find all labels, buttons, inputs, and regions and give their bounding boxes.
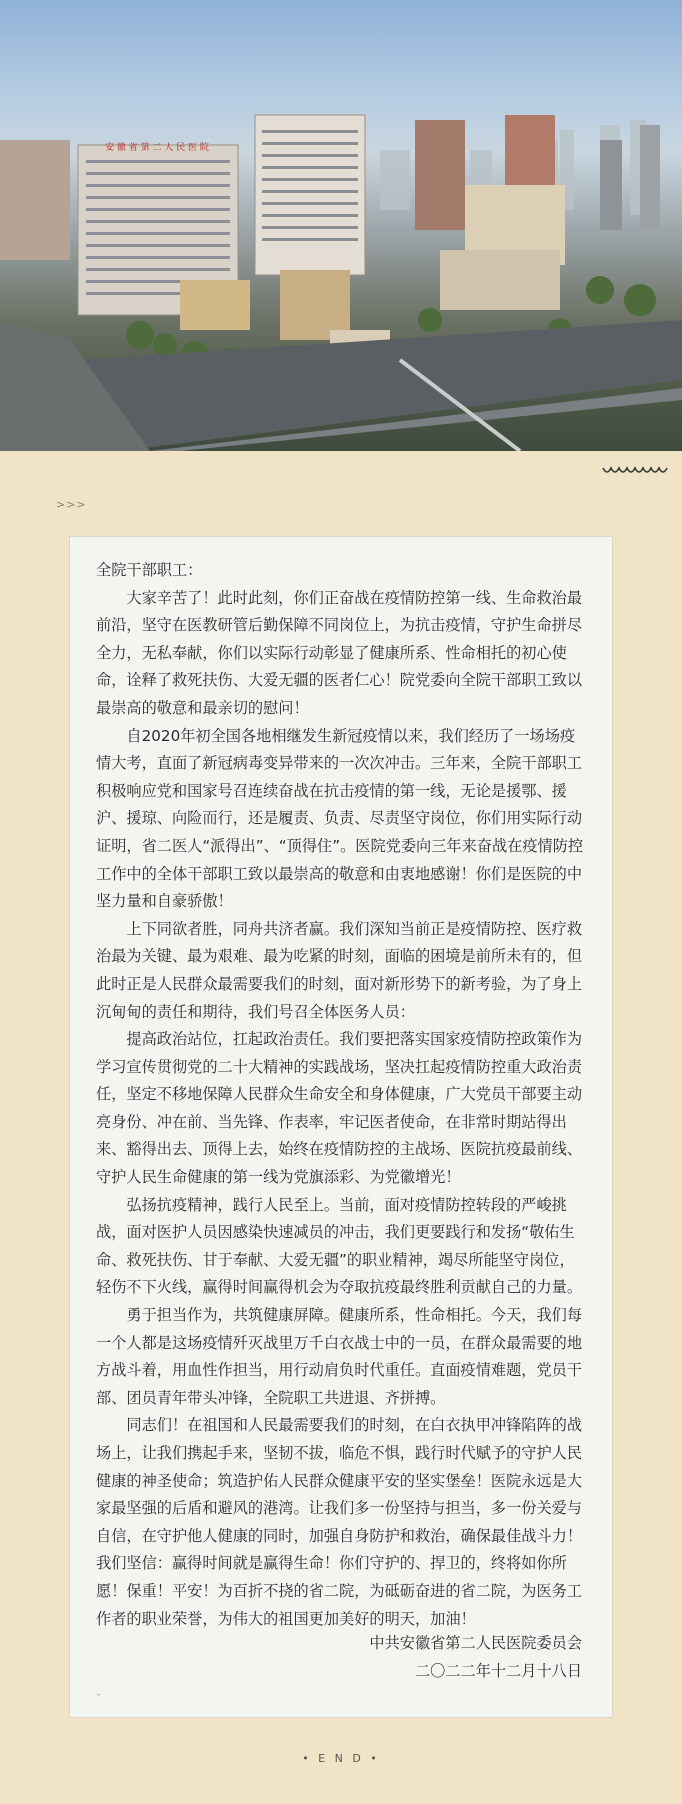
paragraph: 大家辛苦了！此时此刻，你们正奋战在疫情防控第一线、生命救治最前沿，坚守在医教研管后勤保障不同岗位上，为抗击疫情，守护生命拼尽全力，无私奉献，你们以实际行动彰显了健康所系、性命相托的初心使命，诠释了救死扶伤、大爱无疆的医者仁心！院党委向全院干部职工致以最崇高的敬意和最亲切的慰问！ <box>96 588 583 717</box>
signature: 中共安徽省第二人民医院委员会 <box>369 1634 582 1652</box>
paragraph: 自2020年初全国各地相继发生新冠疫情以来，我们经历了一场场疫情大考，直面了新冠病毒变异带来的一次次冲击。三年来，全院干部职工积极响应党和国家号召连续奋战在抗击疫情的第一线，无论是援鄂、援沪、援琼、向险而行，还是履责、负责、尽责坚守岗位，你们用实际行动证明，省二医人“派得出”、“顶得住”。医院党委向三年来奋战在疫情防控工作中的全体干部职工致以最崇高的敬意和由衷地感谢！你们是医院的中坚力量和自豪骄傲！ <box>96 726 584 911</box>
paragraph: 勇于担当作为，共筑健康屏障。健康所系，性命相托。今天，我们每一个人都是这场疫情歼灭战里万千白衣战士中的一员，在群众最需要的地方战斗着，用血性作担当，用行动肩负时代重任。直面疫情难题，党员干部、团员青年带头冲锋，全院职工共进退、齐拼搏。 <box>96 1306 583 1407</box>
hospital-aerial-photo <box>0 0 682 451</box>
letter-body <box>96 557 584 1633</box>
end-marker: • E N D • <box>302 1752 380 1765</box>
wave-divider-icon <box>602 466 672 476</box>
dash-mark: - <box>97 1690 101 1700</box>
signature-block <box>369 1629 582 1685</box>
hospital-aerial-illustration <box>0 0 682 451</box>
paragraph: 弘扬抗疫精神，践行人民至上。当前，面对疫情防控转段的严峻挑战，面对医护人员因感染快速减员的冲击，我们更要践行和发扬“敬佑生命、救死扶伤、甘于奉献、大爱无疆”的职业精神，竭尽所能坚守岗位，轻伤不下火线，赢得时间赢得机会为夺取抗疫最终胜利贡献自己的力量。 <box>96 1195 582 1297</box>
paragraph: 提高政治站位，扛起政治责任。我们要把落实国家疫情防控政策作为学习宣传贯彻党的二十大精神的实践战场，坚决扛起疫情防控重大政治责任，坚定不移地保障人民群众生命安全和身体健康，广大党员干部要主动亮身份、冲在前、当先锋、作表率，牢记医者使命，在非常时期站得出来、豁得出去、顶得上去，始终在疫情防控的主战场、医院抗疫最前线、守护人民生命健康的第一线为党旗添彩、为党徽增光！ <box>96 1030 583 1187</box>
letter-date: 二〇二二年十二月十八日 <box>414 1662 582 1680</box>
salutation: 全院干部职工： <box>96 561 203 579</box>
svg-text:安 徽 省 第 二 人 民 医 院: 安 徽 省 第 二 人 民 医 院 <box>105 143 209 153</box>
paragraph: 同志们！在祖国和人民最需要我们的时刻，在白衣执甲冲锋陷阵的战场上，让我们携起手来，坚韧不拔，临危不惧，践行时代赋予的守护人民健康的神圣使命；筑造护佑人民群众健康平安的坚实堡垒！医院永远是大家最坚强的后盾和避风的港湾。让我们多一份坚持与担当，多一份关爱与自信，在守护他人健康的同时，加强自身防护和救治，确保最佳战斗力！我们坚信：赢得时间就是赢得生命！你们守护的、捍卫的，终将如你所愿！保重！平安！为百折不挠的省二院，为砥砺奋进的省二院，为医务工作者的职业荣誉，为伟大的祖国更加美好的明天，加油！ <box>96 1416 583 1628</box>
chevrons-decoration: >>> <box>56 498 87 511</box>
paragraph: 上下同欲者胜，同舟共济者赢。我们深知当前正是疫情防控、医疗救治最为关键、最为艰难、最为吃紧的时刻，面临的困境是前所未有的，但此时正是人民群众最需要我们的时刻，面对新形势下的新考验，为了身上沉甸甸的责任和期待，我们号召全体医务人员： <box>96 919 583 1021</box>
